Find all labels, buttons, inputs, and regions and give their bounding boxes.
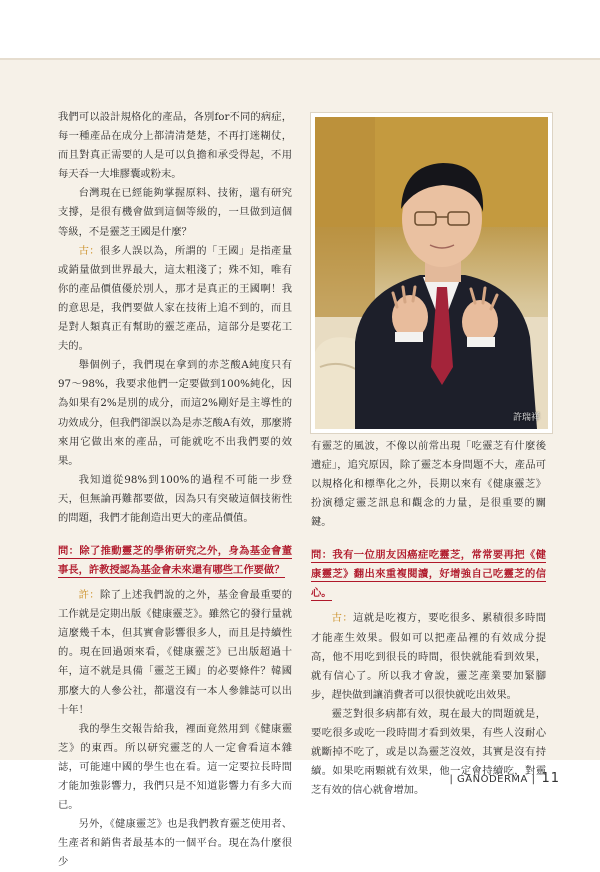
speaker-label: 古： — [78, 244, 100, 257]
magazine-name: | GANODERMA | — [449, 774, 536, 785]
interview-question — [58, 542, 292, 580]
paragraph-text: 這就是吃複方，要吃很多、累積很多時間才能產生效果。假如可以把產品裡的有效成分提高，他不用吃到很長的時間，很快就能看到效果，就有信心了。所以我才會說，靈芝產業要加緊腳步，趕快做到讓消費者可以很快就吃出效果。 — [311, 612, 547, 701]
interview-photo — [311, 113, 552, 433]
paragraph — [311, 609, 546, 704]
paragraph: 靈芝對很多病都有效，現在最大的問題就是，要吃很多或吃一段時間才看到效果，有些人沒耐心就斷掉不吃了，或是以為靈芝沒效，其實是沒有持續。如果吃兩顆就有效果，他一定會持續吃，對靈芝有效的信心就會增加。 — [311, 707, 546, 797]
paragraph: 我知道從98%到100%的過程不可能一步登天，但無論再難都要做，因為只有突破這個技術性的問題，我們才能創造出更大的產品價值。 — [58, 473, 292, 524]
question-text: 除了推動靈芝的學術研究之外，身為基金會董事長，許教授認為基金會未來還有哪些工作要做？ — [58, 545, 293, 577]
question-prefix: 問： — [311, 549, 333, 562]
question-prefix: 問： — [58, 545, 80, 558]
paragraph: 另外，《健康靈芝》也是我們教育靈芝使用者、生產者和銷售者最基本的一個平台。現在為什麼很少 — [58, 818, 292, 869]
interview-question — [311, 546, 546, 603]
right-column — [311, 437, 546, 800]
page-footer — [449, 771, 560, 786]
paragraph-text: 很多人誤以為，所謂的「王國」是指產量或銷量做到世界最大，這太粗淺了；殊不知，唯有你的產品價值優於別人，那才是真正的王國啊！我的意思是，我們要做人家在技術上追不到的，而且是對人類真正有幫助的靈芝產品，這部分是要花工夫的。 — [58, 244, 293, 353]
paragraph: 舉個例子，我們現在拿到的赤芝酸A純度只有97～98%，我要求他們一定要做到100%純化，因為如果有2%是別的成分，而這2%剛好是主導性的功效成分，但我們卻誤以為是赤芝酸A有效，那麼將來用它做出來的產品，可能就吃不出我們要的效果。 — [58, 359, 292, 467]
question-text: 我有一位朋友因癌症吃靈芝，常常要再把《健康靈芝》翻出來重複閱讀，好增強自己吃靈芝的信心。 — [311, 549, 547, 600]
photo-credit: 許瑞祥 — [512, 413, 540, 423]
paragraph: 我的學生交報告給我，裡面竟然用到《健康靈芝》的東西。所以研究靈芝的人一定會看這本雜誌，可能連中國的學生也在看。這一定要拉長時間才能加強影響力，我們只是不知道影響力有多大而已。 — [58, 722, 292, 812]
page-number: 11 — [541, 771, 560, 786]
paragraph — [58, 586, 292, 720]
paragraph — [58, 242, 292, 357]
portrait-illustration — [315, 117, 548, 429]
left-column — [58, 108, 292, 872]
speaker-label: 古： — [331, 612, 354, 625]
paragraph: 台灣現在已經能夠掌握原料、技術，還有研究支撐，是很有機會做到這個等級的，一旦做到這個等級，不是靈芝王國是什麼？ — [58, 187, 292, 238]
paragraph: 有靈芝的風波，不像以前常出現「吃靈芝有什麼後遺症」，追究原因，除了靈芝本身問題不大，產品可以規格化和標準化之外，長期以來有《健康靈芝》扮演穩定靈芝訊息和觀念的力量，是很重要的關鍵。 — [311, 440, 546, 529]
paragraph-text: 除了上述我們說的之外，基金會最重要的工作就是定期出版《健康靈芝》。雖然它的發行量就這麼幾千本，但其實會影響很多人，而且是持續性的。現在回過頭來看，《健康靈芝》已出版超過十年，這不就是具備「靈芝王國」的必要條件？韓國那麼大的人參公社，都還沒有一本人參雜誌可以出十年！ — [58, 589, 293, 716]
paragraph: 我們可以設計規格化的產品，各別for不同的病症，每一種產品在成分上都清清楚楚，不再打迷糊仗，而且對真正需要的人是可以負擔和承受得起，不用每天吞一大堆膠囊或粉末。 — [58, 111, 292, 181]
speaker-label: 許： — [78, 589, 100, 602]
